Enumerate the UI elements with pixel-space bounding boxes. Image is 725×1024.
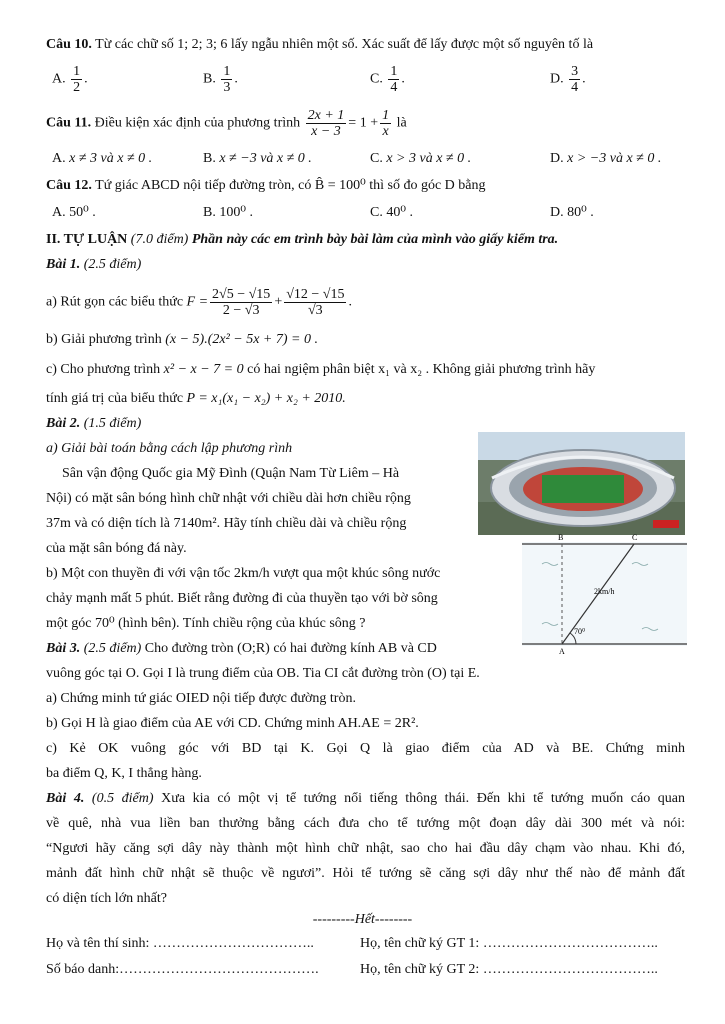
q12-option-d: D. 80⁰ . (550, 205, 594, 220)
bai4-line4: mảnh đất hình chữ nhật sẽ thuộc về ngươi”. Hỏi tể tướng sẽ căng sợi dây như thế nào để mảnh đất (46, 866, 685, 881)
q11-option-a: A. x ≠ 3 và x ≠ 0 . (52, 151, 153, 166)
q10-label: Câu 10. (46, 37, 92, 52)
q11-option-c: C. x > 3 và x ≠ 0 . (370, 151, 472, 166)
point-C-label: C (632, 534, 638, 542)
q12-option-c: C. 40⁰ . (370, 205, 413, 220)
q11-label: Câu 11. (46, 115, 92, 131)
bai2-a-line4: của mặt sân bóng đá này. (46, 541, 187, 556)
q10-option-a: A. $\frac{1}{2}$ . (52, 64, 88, 95)
speed-label: 2km/h (594, 587, 615, 596)
bai2-a-line2: Nội) có mặt sân bóng hình chữ nhật với chiều dài hơn chiều rộng (46, 491, 411, 506)
q12-option-b: B. 100⁰ . (203, 205, 253, 220)
stadium-photo (478, 432, 685, 535)
q12-stem (46, 177, 685, 195)
q10-text: Từ các chữ số 1; 2; 3; 6 lấy ngẫu nhiên một số. Xác suất để lấy được một số nguyên tố là (95, 37, 594, 52)
bai2-title: Bài 2. (1.5 điểm) (46, 416, 142, 431)
q10-option-d: D. $\frac{3}{4}$ . (550, 64, 586, 95)
q12-text: Tứ giác ABCD nội tiếp đường tròn, có B̂ = 100⁰ thì số đo góc D bằng (95, 178, 486, 193)
bai3-c-line1: c) Kẻ OK vuông góc với BD tại K. Gọi Q là giao điểm của AD và BE. Chứng minh (46, 741, 685, 756)
bai4-line5: có diện tích lớn nhất? (46, 891, 167, 906)
bai1-a: a) Rút gọn các biểu thức F = $\frac{2√5 - √15}{2 - √3}$ + $\frac{√12 - √15}{√3}$ . (46, 287, 352, 318)
bai4-line2: về quê, nhà vua liền ban thưởng bằng cách đưa cho tể tướng một đoạn dây dài 300 mét và nói: (46, 816, 685, 831)
proctor2-field: Họ, tên chữ ký GT 2: ……………………………….. (360, 962, 658, 977)
bai2-a-line1: Sân vận động Quốc gia Mỹ Đình (Quận Nam Từ Liêm – Hà (62, 466, 400, 481)
q11-option-b: B. x ≠ −3 và x ≠ 0 . (203, 151, 312, 166)
end-mark: ---------Hết-------- (312, 912, 413, 927)
proctor1-field: Họ, tên chữ ký GT 1: ……………………………….. (360, 936, 658, 951)
bai3-line2: vuông góc tại O. Gọi I là trung điểm của OB. Tia CI cắt đường tròn (O) tại E. (46, 666, 480, 681)
point-A-label: A (559, 647, 565, 654)
bai2-a-line3: 37m và có diện tích là 7140m². Hãy tính chiều dài và chiều rộng (46, 516, 407, 531)
q11-stem: Câu 11. Điều kiện xác định của phương trình $\frac{2x + 1}{x - 3}$ = 1 + $\frac{1}{x}$ là (46, 108, 407, 139)
bai1-c-line2: tính giá trị của biểu thức P = x₁(x₁ − x₂) + x₂ + 2010. (46, 391, 346, 406)
bai2-b-line1: b) Một con thuyền đi với vận tốc 2km/h vượt qua một khúc sông nước (46, 566, 441, 581)
bai3-b: b) Gọi H là giao điểm của AE với CD. Chứng minh AH.AE = 2R². (46, 716, 419, 731)
q10-option-c: C. $\frac{1}{4}$ . (370, 64, 405, 95)
q12-label: Câu 12. (46, 178, 92, 193)
bai1-title: Bài 1. (2.5 điểm) (46, 257, 142, 272)
bai2-a-heading: a) Giải bài toán bằng cách lập phương rình (46, 441, 293, 456)
candidate-number-field: Số báo danh:……………………………………. (46, 962, 319, 977)
q12-option-a: A. 50⁰ . (52, 205, 96, 220)
angle-label: 70⁰ (574, 627, 586, 636)
river-diagram (522, 534, 687, 654)
q11-option-d: D. x > −3 và x ≠ 0 . (550, 151, 662, 166)
q10-stem (46, 36, 685, 54)
q10-option-b: B. $\frac{1}{3}$ . (203, 64, 238, 95)
part2-heading: II. TỰ LUẬN (7.0 điểm) Phần này các em trình bày bài làm của mình vào giấy kiểm tra. (46, 232, 559, 247)
point-B-label: B (558, 534, 564, 542)
bai4-line1: Bài 4. (0.5 điểm) Xưa kia có một vị tể tướng nổi tiếng thông thái. Đến khi tể tướng muốn cáo quan (46, 791, 686, 806)
bai2-b-line3: một góc 70⁰ (hình bên). Tính chiều rộng của khúc sông ? (46, 616, 366, 631)
bai1-c-line1: c) Cho phương trình x² − x − 7 = 0 có hai ngiệm phân biệt x₁ và x₂ . Không giải phương trình hãy (46, 362, 596, 377)
q11-text: Điều kiện xác định của phương trình (94, 115, 301, 131)
bai4-line3: “Ngươi hãy căng sợi dây này thành một hình chữ nhật, sao cho hai đầu dây chạm vào nhau. Khi đó, (46, 841, 685, 856)
bai1-b: b) Giải phương trình (x − 5).(2x² − 5x + 7) = 0 . (46, 332, 318, 347)
bai3-line1: Bài 3. (2.5 điểm) Cho đường tròn (O;R) có hai đường kính AB và CD (46, 641, 437, 656)
bai2-b-line2: chảy mạnh mất 5 phút. Biết rằng đường đi của thuyền tạo với bờ sông (46, 591, 438, 606)
candidate-name-field: Họ và tên thí sinh: …………………………….. (46, 936, 314, 951)
bai3-a: a) Chứng minh tứ giác OIED nội tiếp được đường tròn. (46, 691, 356, 706)
bai3-c-line2: ba điểm Q, K, I thẳng hàng. (46, 766, 202, 781)
